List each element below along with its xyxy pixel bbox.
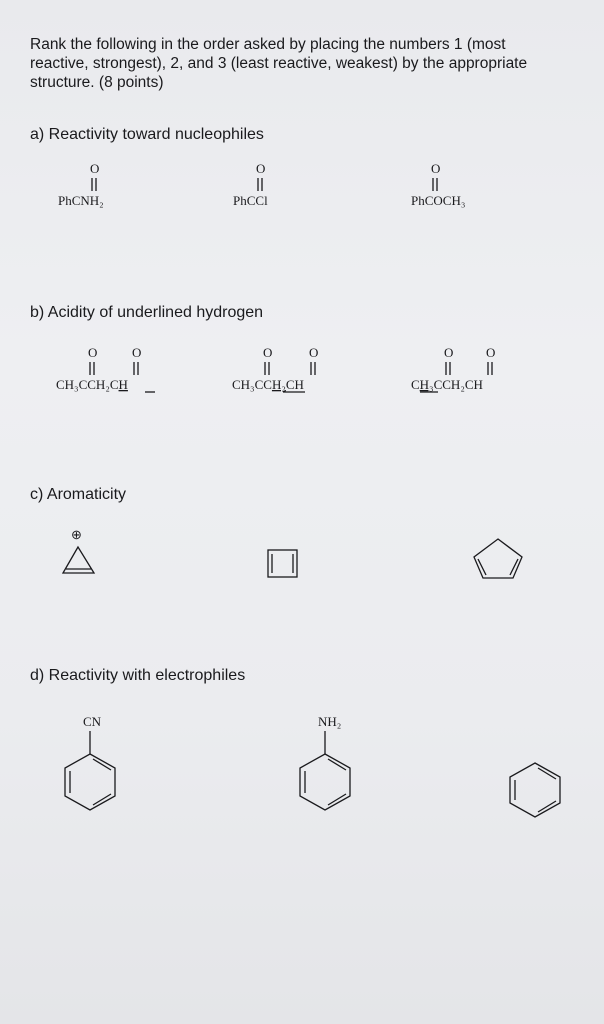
cyclobutadiene-icon xyxy=(268,550,297,577)
substituent-nh2: NH₂ xyxy=(318,714,342,729)
positive-charge: ⊕ xyxy=(71,527,82,542)
cyclopentadiene-icon xyxy=(474,539,522,578)
section-c-label: c) Aromaticity xyxy=(30,486,127,503)
instructions xyxy=(30,35,604,92)
section-c-structures xyxy=(0,520,604,590)
structure-a1 xyxy=(58,161,104,208)
instructions-line-2: reactive, strongest), 2, and 3 (least reactive, weakest) by the appropriate xyxy=(30,55,528,72)
carbonyl-oxygen-1: O xyxy=(444,345,454,360)
instructions-line-3: structure. (8 points) xyxy=(30,74,164,91)
formula-b3: CH₃CCH₂CH xyxy=(411,377,483,392)
structure-b3 xyxy=(411,345,495,392)
carbonyl-oxygen-1: O xyxy=(263,345,273,360)
cyclopropenyl-cation-icon xyxy=(63,527,94,573)
structure-b1 xyxy=(56,345,155,392)
carbonyl-oxygen-2: O xyxy=(309,345,319,360)
benzonitrile-icon xyxy=(65,714,115,810)
formula-a1: PhCNH₂ xyxy=(58,193,104,208)
section-a-label: a) Reactivity toward nucleophiles xyxy=(30,126,264,143)
carbonyl-oxygen: O xyxy=(431,161,441,176)
section-b-structures xyxy=(0,343,604,403)
section-d-label: d) Reactivity with electrophiles xyxy=(30,667,246,684)
formula-a3: PhCOCH₃ xyxy=(411,193,466,208)
formula-b2: CH₃CCH₂CH xyxy=(232,377,304,392)
carbonyl-oxygen-2: O xyxy=(132,345,142,360)
formula-a2: PhCCl xyxy=(233,193,268,208)
section-a-structures xyxy=(0,155,604,225)
section-b-label: b) Acidity of underlined hydrogen xyxy=(30,304,264,321)
aniline-icon xyxy=(300,714,350,810)
carbonyl-oxygen-1: O xyxy=(88,345,98,360)
benzene-icon xyxy=(510,763,560,817)
structure-a3 xyxy=(411,161,465,208)
substituent-cn: CN xyxy=(83,714,102,729)
formula-b1: CH₃CCH₂CH xyxy=(56,377,128,392)
carbonyl-oxygen: O xyxy=(256,161,266,176)
instructions-line-1: Rank the following in the order asked by placing the numbers 1 (most xyxy=(30,36,506,53)
structure-a2 xyxy=(233,161,268,208)
structure-b2 xyxy=(232,345,318,392)
section-d-structures xyxy=(0,708,604,828)
carbonyl-oxygen-2: O xyxy=(486,345,496,360)
carbonyl-oxygen: O xyxy=(90,161,100,176)
